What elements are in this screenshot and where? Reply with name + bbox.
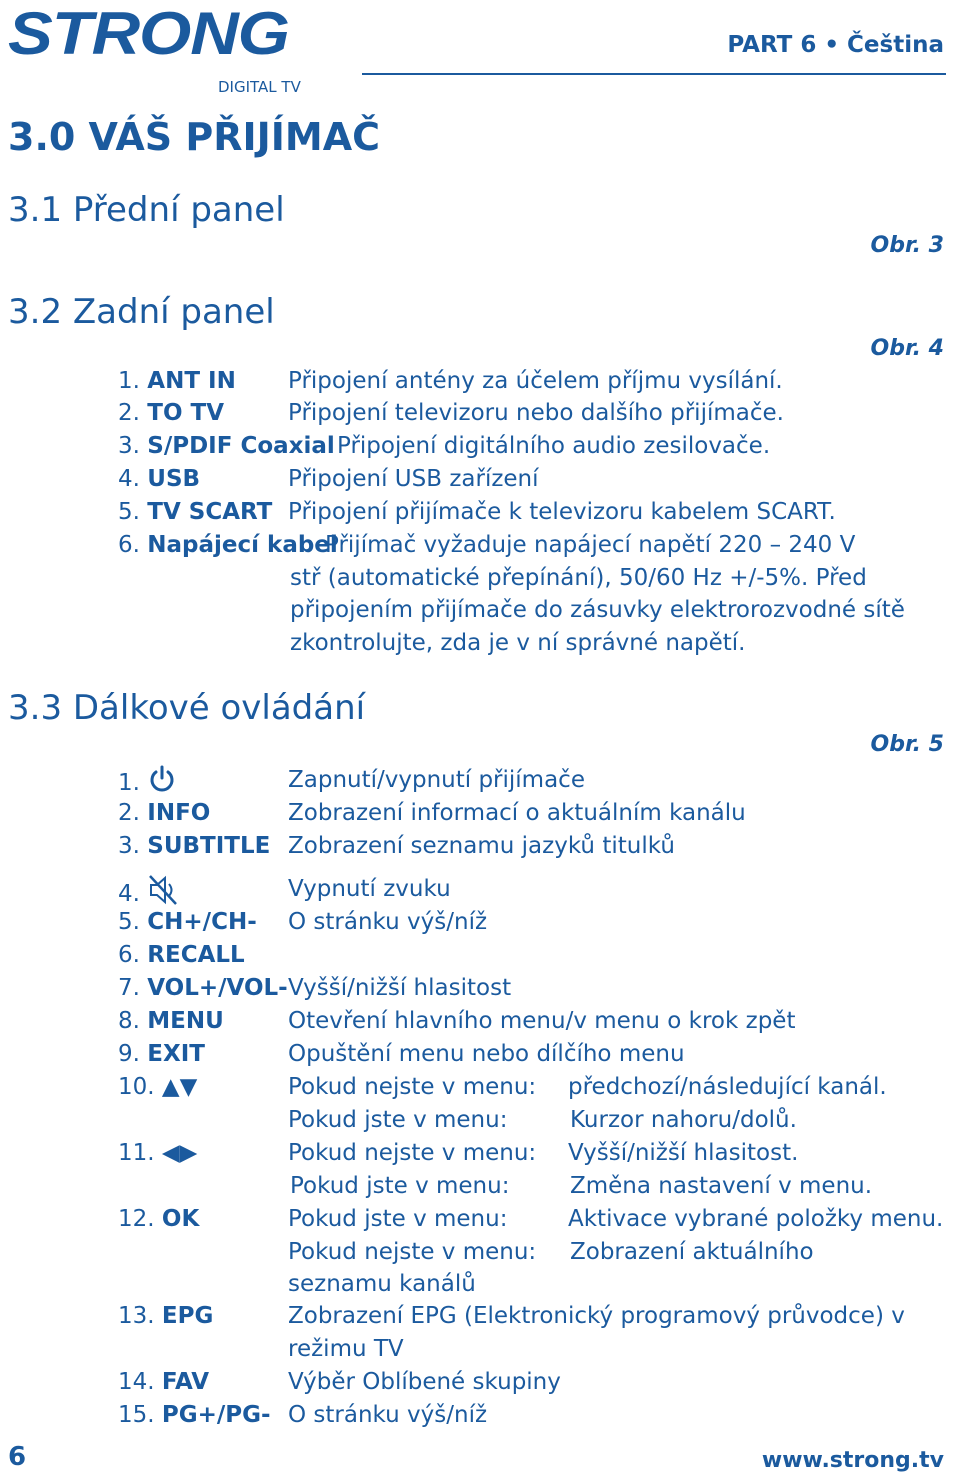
- item-number: 4.: [118, 881, 140, 907]
- item-key: INFO: [147, 800, 211, 826]
- remote-item-12: [118, 1203, 944, 1235]
- item-number: 15.: [118, 1402, 155, 1428]
- remote-item-5: [118, 906, 488, 938]
- item-number: 3.: [118, 433, 140, 459]
- figure-3-label: Obr. 3: [870, 233, 944, 258]
- website-link[interactable]: www.strong.tv: [761, 1448, 944, 1473]
- item-desc: Vypnutí zvuku: [288, 876, 451, 902]
- remote-item-6: [118, 939, 245, 971]
- context-label: Pokud nejste v menu:: [288, 1074, 537, 1100]
- left-right-arrows-icon: ◀▶: [161, 1140, 198, 1166]
- item-desc: O stránku výš/níž: [288, 909, 488, 935]
- context-action: Změna nastavení v menu.: [570, 1173, 873, 1199]
- item-number: 1.: [118, 770, 140, 796]
- item-number: 10.: [118, 1074, 155, 1100]
- rear-item-4: [118, 463, 539, 495]
- remote-item-11: [118, 1137, 799, 1169]
- item-desc: Připojení antény za účelem příjmu vysílání.: [288, 368, 783, 394]
- remote-item-2: [118, 797, 746, 829]
- item-key: ANT IN: [147, 368, 236, 394]
- chapter-title: 3.0 VÁŠ PŘIJÍMAČ: [8, 115, 381, 159]
- item-desc: Připojení přijímače k televizoru kabelem SCART.: [288, 499, 836, 525]
- item-key: MENU: [147, 1008, 224, 1034]
- item-number: 14.: [118, 1369, 155, 1395]
- item-desc: Výběr Oblíbené skupiny: [288, 1369, 561, 1395]
- context-label: Pokud nejste v menu:: [288, 1140, 537, 1166]
- rear-item-6-cont: stř (automatické přepínání), 50/60 Hz +/-5%. Před: [290, 565, 867, 591]
- item-number: 3.: [118, 833, 140, 859]
- figure-5-label: Obr. 5: [870, 732, 944, 757]
- rear-item-6-cont: připojením přijímače do zásuvky elektrorozvodné sítě: [290, 597, 905, 623]
- item-key: USB: [147, 466, 201, 492]
- rear-item-6-cont: zkontrolujte, zda je v ní správné napětí.: [290, 630, 746, 656]
- strong-logo: STRONG: [8, 0, 289, 67]
- item-desc: Připojení USB zařízení: [288, 466, 539, 492]
- remote-item-15: [118, 1399, 488, 1431]
- header-rule: [362, 73, 946, 75]
- item-key: OK: [161, 1206, 200, 1232]
- item-key: FAV: [161, 1369, 210, 1395]
- remote-item-10: [118, 1071, 887, 1103]
- context-label: Pokud jste v menu:: [288, 1107, 508, 1133]
- item-number: 2.: [118, 800, 140, 826]
- context-action: Vyšší/nižší hlasitost.: [568, 1140, 799, 1166]
- context-action: Kurzor nahoru/dolů.: [570, 1107, 797, 1133]
- item-number: 11.: [118, 1140, 155, 1166]
- item-key: RECALL: [147, 942, 245, 968]
- rear-item-3: [118, 430, 771, 462]
- item-desc: Vyšší/nižší hlasitost: [288, 975, 512, 1001]
- item-number: 12.: [118, 1206, 155, 1232]
- item-number: 2.: [118, 400, 140, 426]
- item-number: 4.: [118, 466, 140, 492]
- item-desc: O stránku výš/níž: [288, 1402, 488, 1428]
- context-action: předchozí/následující kanál.: [568, 1074, 887, 1100]
- item-key: EXIT: [147, 1041, 205, 1067]
- item-number: 9.: [118, 1041, 140, 1067]
- item-key: VOL+/VOL-: [147, 975, 288, 1001]
- item-key: SUBTITLE: [147, 833, 271, 859]
- item-desc: Zobrazení seznamu jazyků titulků: [288, 833, 675, 859]
- remote-item-14: [118, 1366, 561, 1398]
- logo-subtitle: DIGITAL TV: [218, 78, 301, 96]
- figure-4-label: Obr. 4: [870, 336, 944, 361]
- context-label: Pokud jste v menu:: [290, 1173, 510, 1199]
- item-key: EPG: [161, 1303, 214, 1329]
- page-number: 6: [8, 1442, 27, 1472]
- up-down-arrows-icon: ▲▼: [161, 1074, 198, 1100]
- item-number: 1.: [118, 368, 140, 394]
- remote-item-8: [118, 1005, 796, 1037]
- context-action: Zobrazení aktuálního: [570, 1239, 814, 1265]
- rear-item-5: [118, 496, 836, 528]
- item-number: 5.: [118, 499, 140, 525]
- context-label: Pokud nejste v menu:: [288, 1239, 537, 1265]
- item-desc: Opuštění menu nebo dílčího menu: [288, 1041, 685, 1067]
- rear-item-6: [118, 529, 856, 561]
- item-number: 6.: [118, 532, 140, 558]
- part-label: PART 6 • Čeština: [727, 32, 944, 58]
- item-desc: Otevření hlavního menu/v menu o krok zpět: [288, 1008, 796, 1034]
- item-desc: Zobrazení informací o aktuálním kanálu: [288, 800, 746, 826]
- item-number: 7.: [118, 975, 140, 1001]
- item-key: Napájecí kabel: [147, 532, 338, 558]
- remote-item-9: [118, 1038, 685, 1070]
- front-panel-title: 3.1 Přední panel: [8, 190, 285, 230]
- context-label: Pokud jste v menu:: [288, 1206, 508, 1232]
- rear-item-2: [118, 397, 784, 429]
- item-key: TV SCART: [147, 499, 273, 525]
- item-desc: Připojení digitálního audio zesilovače.: [337, 433, 771, 459]
- item-key: PG+/PG-: [161, 1402, 271, 1428]
- item-key: S/PDIF Coaxial: [147, 433, 335, 459]
- remote-item-13-cont: režimu TV: [288, 1336, 404, 1362]
- item-desc: Připojení televizoru nebo dalšího přijímače.: [288, 400, 784, 426]
- remote-item-3: [118, 830, 675, 862]
- item-number: 13.: [118, 1303, 155, 1329]
- remote-item-7: [118, 972, 512, 1004]
- item-key: TO TV: [147, 400, 225, 426]
- item-number: 8.: [118, 1008, 140, 1034]
- item-desc: Přijímač vyžaduje napájecí napětí 220 – 240 V: [325, 532, 856, 558]
- remote-item-13: [118, 1300, 905, 1332]
- item-desc: Zobrazení EPG (Elektronický programový průvodce) v: [288, 1303, 905, 1329]
- item-key: CH+/CH-: [147, 909, 257, 935]
- item-desc: Zapnutí/vypnutí přijímače: [288, 767, 585, 793]
- rear-panel-title: 3.2 Zadní panel: [8, 292, 275, 332]
- item-number: 6.: [118, 942, 140, 968]
- context-action: Aktivace vybrané položky menu.: [568, 1206, 944, 1232]
- rear-item-1: [118, 365, 783, 397]
- item-number: 5.: [118, 909, 140, 935]
- remote-title: 3.3 Dálkové ovládání: [8, 688, 366, 728]
- remote-item-12-cont: seznamu kanálů: [288, 1271, 476, 1297]
